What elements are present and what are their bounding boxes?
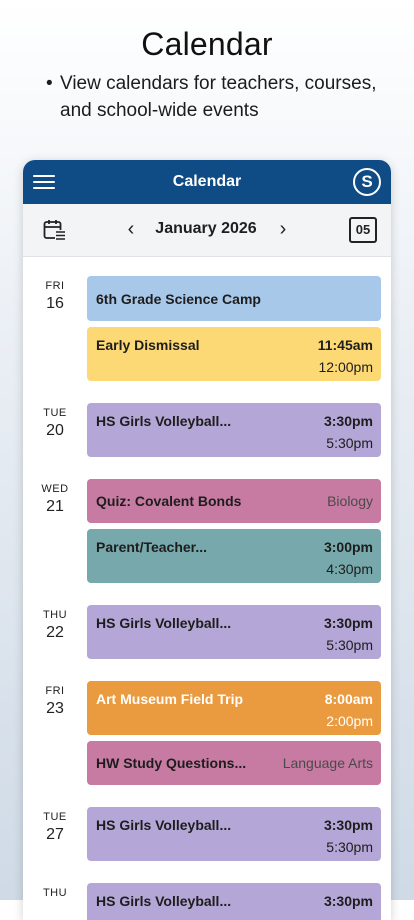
event-end-time: 5:30pm (326, 637, 373, 653)
event-course-label: Language Arts (282, 755, 373, 771)
event-card[interactable] (87, 807, 381, 861)
day-of-week-label: THU (42, 887, 68, 899)
promo-bullet (46, 70, 400, 124)
event-title: HW Study Questions... (96, 755, 247, 771)
month-label: January 2026 (155, 220, 257, 237)
schoology-logo-icon[interactable]: S (353, 168, 381, 196)
day-of-week-label: FRI (45, 280, 65, 292)
phone-screen (23, 160, 391, 920)
event-title: 6th Grade Science Camp (96, 291, 261, 307)
calendar-list-icon[interactable] (43, 219, 67, 241)
event-card[interactable] (87, 883, 381, 920)
event-card[interactable] (87, 529, 381, 583)
event-start-time: 3:30pm (323, 615, 373, 631)
event-title: Quiz: Covalent Bonds (96, 493, 242, 509)
event-title: HS Girls Volleyball... (96, 893, 232, 909)
prev-month-chevron-icon[interactable]: ‹ (127, 218, 135, 240)
event-start-time: 3:00pm (323, 539, 373, 555)
event-card[interactable] (87, 327, 381, 381)
day-number-label: 21 (46, 498, 64, 515)
promo-title: Calendar (141, 26, 273, 62)
event-end-time: 12:00pm (318, 359, 373, 375)
event-start-time: 3:30pm (323, 817, 373, 833)
day-number-label: 22 (46, 624, 64, 641)
event-title: Early Dismissal (96, 337, 200, 353)
promo-bullet-text: View calendars for teachers, courses, and school-wide events (60, 73, 377, 121)
event-start-time: 3:30pm (323, 413, 373, 429)
event-title: HS Girls Volleyball... (96, 817, 232, 833)
event-card[interactable] (87, 681, 381, 735)
day-of-week-label: THU (42, 609, 68, 621)
event-end-time: 2:00pm (326, 713, 373, 729)
day-number-label: 16 (46, 295, 64, 312)
next-month-chevron-icon[interactable]: › (279, 218, 287, 240)
calendar-toolbar (23, 204, 391, 257)
day-of-week-label: FRI (45, 685, 65, 697)
day-of-week-label: TUE (43, 811, 67, 823)
event-end-time: 5:30pm (326, 435, 373, 451)
event-card[interactable] (87, 479, 381, 523)
bullet-dot-icon: • (46, 73, 53, 94)
event-end-time: 5:30pm (326, 839, 373, 855)
event-title: Parent/Teacher... (96, 539, 208, 555)
event-card[interactable] (87, 605, 381, 659)
event-card[interactable] (87, 276, 381, 321)
day-of-week-label: TUE (43, 407, 67, 419)
day-number-label: 23 (46, 700, 64, 717)
event-title: Art Museum Field Trip (96, 691, 244, 707)
event-start-time: 11:45am (317, 337, 373, 353)
app-bar-title: Calendar (172, 173, 242, 190)
event-end-time: 4:30pm (326, 561, 373, 577)
day-number-label: 20 (46, 422, 64, 439)
event-card[interactable] (87, 403, 381, 457)
day-number-label: 27 (46, 826, 64, 843)
event-start-time: 8:00am (324, 691, 373, 707)
event-title: HS Girls Volleyball... (96, 413, 232, 429)
promo-header (0, 0, 414, 150)
event-course-label: Biology (327, 493, 373, 509)
app-bar (23, 160, 391, 204)
event-title: HS Girls Volleyball... (96, 615, 232, 631)
event-card[interactable] (87, 741, 381, 785)
event-start-time: 3:30pm (323, 893, 373, 909)
today-button[interactable]: 05 (349, 217, 377, 243)
day-of-week-label: WED (41, 483, 69, 495)
